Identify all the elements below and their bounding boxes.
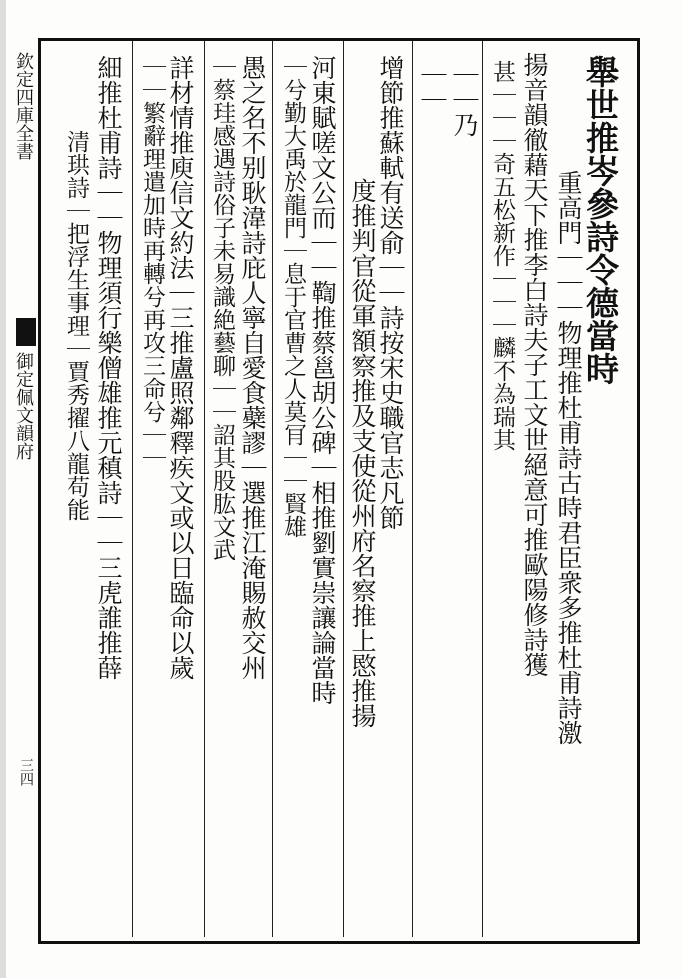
column-rule	[412, 41, 413, 937]
column-rule	[132, 41, 133, 937]
text-column: 舉世推岑參詩令德當時	[581, 55, 620, 385]
text-column: 度推判官從軍額察推及支使從州府名察推上愍推揚	[348, 178, 377, 728]
text-column: ｜｜	[418, 62, 447, 112]
text-column: 愚之名不别耿湋詩庇人寧自愛食蘗謬｜選推江淹賜赦交州	[238, 55, 267, 680]
column-rule	[204, 41, 205, 937]
page-gutter	[0, 0, 6, 978]
text-column: ｜兮勤大禹於龍門｜息于官曹之人莫肎｜｜賢雄	[280, 55, 306, 538]
page-frame	[38, 38, 640, 944]
column-rule	[343, 41, 344, 937]
text-column: 河東賦嗟文公而｜｜鞫推蔡邕胡公碑｜相推劉實崇讓論當時	[308, 55, 337, 705]
text-column: 揚音韻徹藉天下推李白詩夫子工文世絕意可推歐陽修詩獲	[520, 52, 549, 677]
text-column: ｜｜繁辭理遣加時再轉兮再攻三命兮｜｜	[139, 55, 165, 469]
text-column: 詳材情推庾信文約法｜三推盧照鄰釋疾文或以日臨命以歲	[166, 55, 195, 680]
text-column: 增節推蘇軾有送俞｜｜詩按宋史職官志凡節	[376, 55, 405, 530]
text-column: 清珙詩｜把浮生事理｜賈秀擢八龍苟能	[63, 130, 89, 521]
margin-book-title: 御定佩文韻府	[13, 352, 34, 460]
column-rule	[482, 41, 483, 937]
margin-header: 欽定四庫全書	[13, 52, 34, 160]
margin-fishtail-mark	[16, 318, 36, 346]
text-column: 重高門｜｜｜物理推杜甫詩古時君臣衆多推杜甫詩激	[554, 170, 583, 745]
text-column: 細推杜甫詩｜｜物理須行樂僧雄推元稹詩｜｜三虎誰推薛	[94, 55, 123, 680]
text-column: ｜｜乃	[450, 62, 479, 137]
column-rule	[272, 41, 273, 937]
page-number: 三四	[18, 758, 34, 786]
text-column: ｜蔡珪感遇詩俗子未易識絶藝聊｜｜詔其股肱文武	[209, 55, 235, 561]
text-column: 甚｜｜｜奇五松新作｜｜｜麟不為瑞其	[489, 60, 515, 451]
